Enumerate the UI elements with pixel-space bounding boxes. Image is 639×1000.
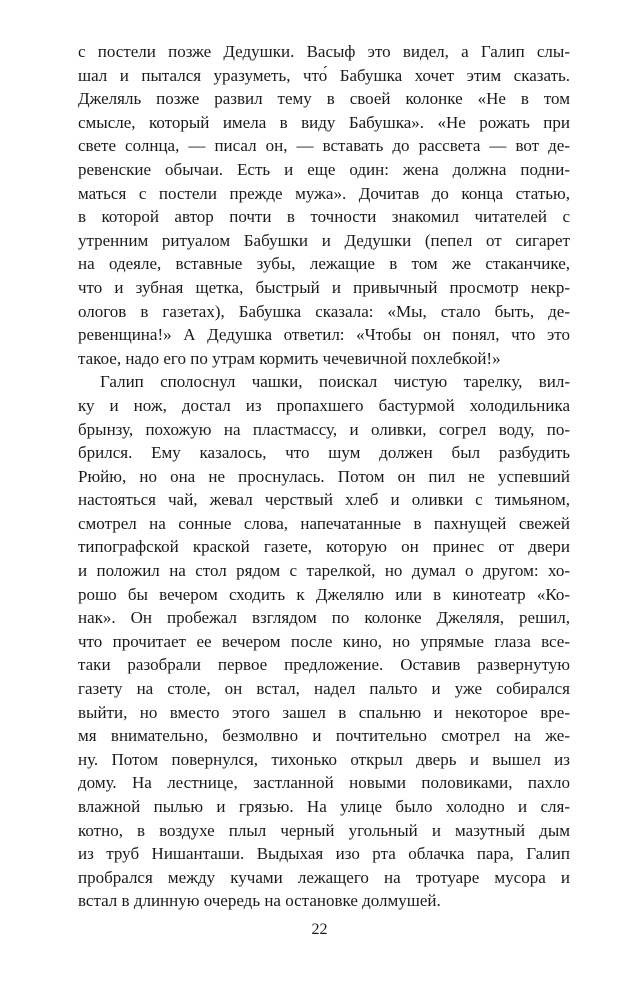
text-line: ку и нож, достал из пропахшего бастурмой холодильника: [78, 395, 570, 415]
text-line: маться с постели прежде мужа». Дочитав до конца статью,: [78, 183, 570, 203]
text-line: Рюйю, но она не проснулась. Потом он пил не успевший: [78, 466, 570, 486]
text-line: смысле, который имела в виду Бабушка». «Не рожать при: [78, 112, 570, 132]
text-line: Галип сполоснул чашки, поискал чистую тарелку, вил-: [100, 372, 570, 392]
body-text: [78, 40, 570, 913]
text-line: ологов в газетах), Бабушка сказала: «Мы, стало быть, де-: [78, 301, 570, 321]
text-line: пробрался между кучами лежащего на тротуаре мусора и: [78, 867, 570, 887]
paragraph: [78, 370, 570, 913]
text-line: на одеяле, вставные зубы, лежащие в том же стаканчике,: [78, 254, 570, 274]
text-line: котно, в воздухе плыл черный угольный и мазутный дым: [78, 820, 570, 840]
text-line: что прочитает ее вечером после кино, но упрямые глаза все-: [78, 631, 570, 651]
text-line: Джеляль позже развил тему в своей колонке «Не в том: [78, 89, 570, 109]
text-line: ревенские обычаи. Есть и еще один: жена должна подни-: [78, 159, 570, 179]
text-line: утренним ритуалом Бабушки и Дедушки (пепел от сигарет: [78, 230, 570, 250]
text-line: брынзу, похожую на пластмассу, и оливки, согрел воду, по-: [78, 419, 570, 439]
text-line: газету на столе, он встал, надел пальто и уже собирался: [78, 679, 570, 699]
text-line: шал и пытался уразуметь, что́ Бабушка хочет этим сказать.: [78, 65, 570, 85]
text-line: встал в длинную очередь на остановке долмушей.: [78, 891, 441, 911]
text-line: выйти, но вместо этого зашел в спальню и некоторое вре-: [78, 702, 570, 722]
text-line: ну. Потом повернулся, тихонько открыл дверь и вышел из: [78, 749, 570, 769]
text-line: брился. Ему казалось, что шум должен был разбудить: [78, 443, 570, 463]
text-line: дому. На лестнице, застланной новыми половиками, пахло: [78, 773, 570, 793]
text-line: таки разобрали первое предложение. Оставив развернутую: [78, 655, 570, 675]
text-line: смотрел на сонные слова, напечатанные в пахнущей свежей: [78, 513, 570, 533]
text-line: из труб Нишанташи. Выдыхая изо рта облачка пара, Галип: [78, 844, 570, 864]
text-line: нак». Он пробежал взглядом по колонке Джеляля, решил,: [78, 608, 570, 628]
text-line: в которой автор почти в точности знакомил читателей с: [78, 207, 570, 227]
text-line: ревенщина!» А Дедушка ответил: «Чтобы он понял, что это: [78, 325, 570, 345]
text-line: такое, надо его по утрам кормить чечевичной похлебкой!»: [78, 348, 501, 368]
text-line: рошо бы вечером сходить к Джелялю или в кинотеатр «Ко-: [78, 584, 570, 604]
text-line: влажной пылью и грязью. На улице было холодно и сля-: [78, 797, 570, 816]
text-line: что и зубная щетка, быстрый и привычный просмотр некр-: [78, 277, 570, 297]
text-line: мя внимательно, безмолвно и почтительно смотрел на же-: [78, 726, 570, 746]
text-line: типографской краской газете, которую он принес от двери: [78, 537, 570, 557]
paragraph: [78, 40, 570, 370]
text-line: и положил на стол рядом с тарелкой, но думал о другом: хо-: [78, 561, 570, 581]
text-line: с постели позже Дедушки. Васыф это видел, а Галип слы-: [78, 42, 570, 61]
text-line: настояться чай, жевал черствый хлеб и оливки с тимьяном,: [78, 490, 570, 510]
text-line: свете солнца, — писал он, — вставать до рассвета — вот де-: [78, 136, 570, 156]
page-number: 22: [311, 921, 328, 938]
